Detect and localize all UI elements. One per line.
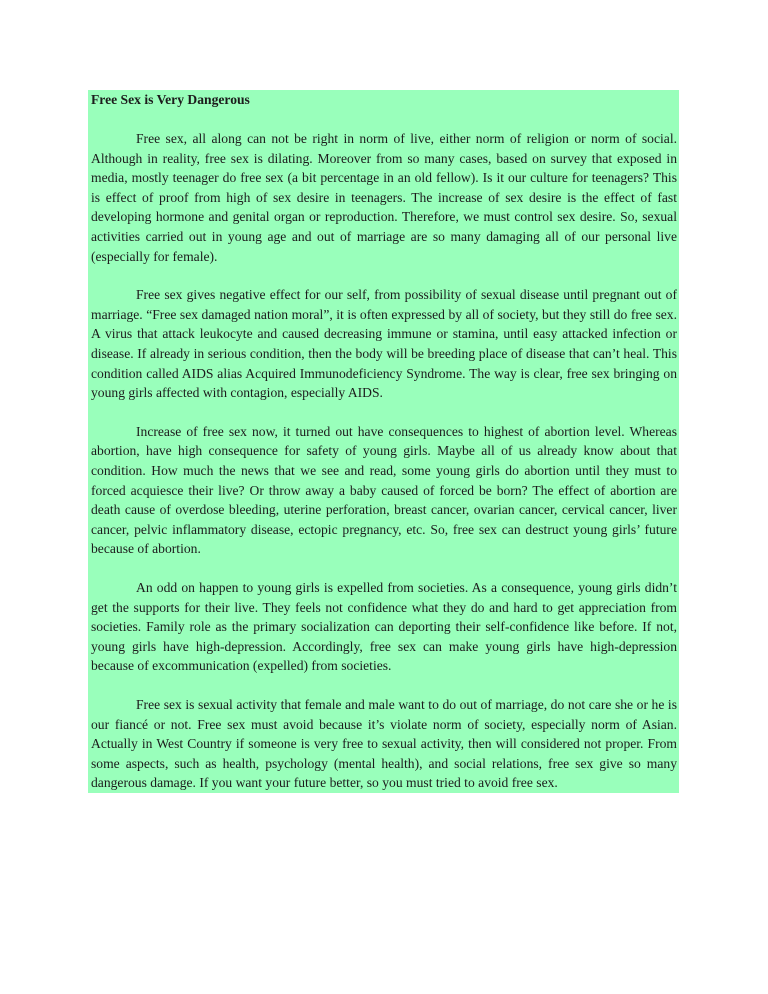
paragraph-2: Free sex gives negative effect for our self, from possibility of sexual disease until pregnant out of marriage. “Free sex damaged nation moral”, it is often expressed by all of society, but they still do free sex. A virus that attack leukocyte and caused decreasing immune or stamina, until easy attacked infection or disease. If already in serious condition, then the body will be breeding place of disease that can’t heal. This condition called AIDS alias Acquired Immunodeficiency Syndrome. The way is clear, free sex bringing on young girls affected with contagion, especially AIDS.: [91, 287, 677, 401]
paragraph-4: An odd on happen to young girls is expelled from societies. As a consequence, young girls didn’t get the supports for their live. They feels not confidence what they do and hard to get appreciation from societies. Family role as the primary socialization can deporting their self-confidence like before. If not, young girls have high-depression. Accordingly, free sex can make young girls have high-depression because of excommunication (expelled) from societies.: [91, 579, 677, 674]
document-title: Free Sex is Very Dangerous: [91, 92, 250, 107]
paragraph-1: Free sex, all along can not be right in norm of live, either norm of religion or norm of social. Although in reality, free sex is dilating. Moreover from so many cases, based on survey that exposed in media, mostly teenager do free sex (a bit percentage in an old fellow). Is it our culture for teenagers? This is effect of proof from high of sex desire in teenagers. The increase of sex desire is the effect of fast developing hormone and genital organ or reproduction. Therefore, we must control sex desire. So, sexual activities carried out in young age and out of marriage are so many damaging all of our personal live (especially for female).: [91, 131, 677, 264]
paragraph-3: Increase of free sex now, it turned out have consequences to highest of abortion level. Whereas abortion, have high consequence for safety of young girls. Maybe all of us already know about that condition. How much the news that we see and read, some young girls do abortion until they must to forced acquiesce their live? Or throw away a baby caused of forced be born? The effect of abortion are death cause of overdose bleeding, uterine perforation, breast cancer, ovarian cancer, cervical cancer, liver cancer, pelvic inflammatory disease, ectopic pregnancy, etc. So, free sex can destruct young girls’ future because of abortion.: [91, 423, 677, 557]
document-body: [88, 90, 679, 793]
paragraph-5: Free sex is sexual activity that female and male want to do out of marriage, do not care she or he is our fiancé or not. Free sex must avoid because it’s violate norm of society, especially norm of Asian. Actually in West Country if someone is very free to sexual activity, then will considered not proper. From some aspects, such as health, psychology (mental health), and social relations, free sex give so many dangerous damage. If you want your future better, so you must tried to avoid free sex.: [91, 696, 677, 791]
